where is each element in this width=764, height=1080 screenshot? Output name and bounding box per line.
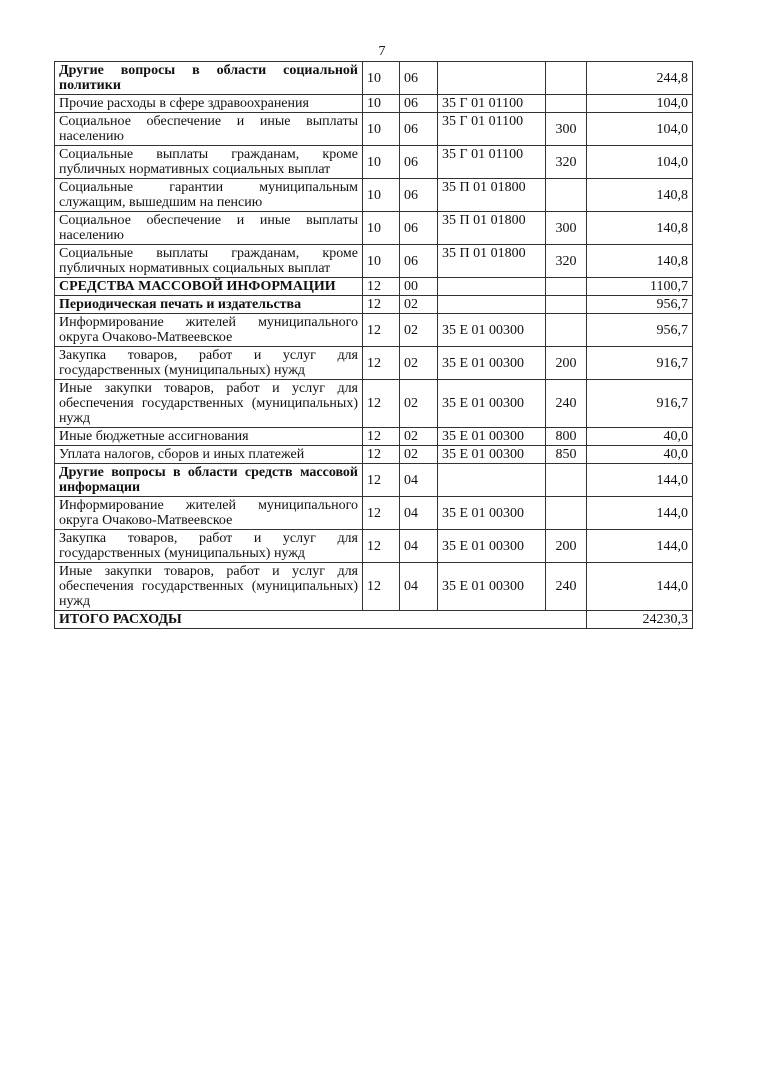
cell-expense-type: 850: [546, 446, 587, 464]
table-row: [55, 446, 693, 464]
cell-target-article: 35 Е 01 00300: [438, 530, 546, 563]
cell-expense-type: 800: [546, 428, 587, 446]
cell-subsection: 04: [400, 464, 438, 497]
cell-target-article: [438, 278, 546, 296]
cell-amount: 144,0: [587, 563, 693, 611]
cell-subsection: 02: [400, 347, 438, 380]
cell-expense-type: [546, 497, 587, 530]
cell-name: Закупка товаров, работ и услуг для государственных (муниципальных) нужд: [55, 347, 363, 380]
cell-target-article: 35 Е 01 00300: [438, 497, 546, 530]
page-number: 7: [378, 44, 386, 59]
cell-name: Периодическая печать и издательства: [55, 296, 363, 314]
cell-target-article: 35 Е 01 00300: [438, 428, 546, 446]
cell-amount: 104,0: [587, 146, 693, 179]
cell-subsection: 04: [400, 563, 438, 611]
cell-subsection: 06: [400, 146, 438, 179]
table-row: [55, 296, 693, 314]
cell-target-article: 35 Г 01 01100: [438, 113, 546, 146]
cell-section: 10: [363, 179, 400, 212]
cell-name: Другие вопросы в области социальной политики: [55, 62, 363, 95]
table-row: [55, 347, 693, 380]
cell-section: 12: [363, 446, 400, 464]
cell-name: Социальное обеспечение и иные выплаты населению: [55, 212, 363, 245]
cell-amount: 140,8: [587, 212, 693, 245]
cell-subsection: 06: [400, 212, 438, 245]
cell-name: Другие вопросы в области средств массовой информации: [55, 464, 363, 497]
cell-amount: 144,0: [587, 464, 693, 497]
cell-amount: 140,8: [587, 245, 693, 278]
cell-section: 12: [363, 563, 400, 611]
cell-expense-type: [546, 62, 587, 95]
cell-section: 10: [363, 95, 400, 113]
table-row: [55, 497, 693, 530]
budget-expenses-table: [54, 61, 693, 629]
cell-section: 12: [363, 530, 400, 563]
cell-expense-type: 320: [546, 146, 587, 179]
cell-target-article: 35 Е 01 00300: [438, 563, 546, 611]
table-row: [55, 428, 693, 446]
cell-name: Иные закупки товаров, работ и услуг для обеспечения государственных (муниципальных) нужд: [55, 563, 363, 611]
cell-expense-type: 320: [546, 245, 587, 278]
cell-subsection: 06: [400, 62, 438, 95]
cell-target-article: 35 Г 01 01100: [438, 95, 546, 113]
total-label: ИТОГО РАСХОДЫ: [55, 611, 587, 629]
total-row: [55, 611, 693, 629]
cell-section: 10: [363, 146, 400, 179]
cell-target-article: 35 Е 01 00300: [438, 347, 546, 380]
cell-expense-type: [546, 296, 587, 314]
cell-amount: 144,0: [587, 530, 693, 563]
cell-expense-type: [546, 464, 587, 497]
table-row: [55, 380, 693, 428]
cell-subsection: 02: [400, 296, 438, 314]
cell-section: 12: [363, 464, 400, 497]
cell-section: 12: [363, 314, 400, 347]
cell-name: Закупка товаров, работ и услуг для государственных (муниципальных) нужд: [55, 530, 363, 563]
table-row: [55, 563, 693, 611]
cell-expense-type: [546, 314, 587, 347]
cell-name: Социальное обеспечение и иные выплаты населению: [55, 113, 363, 146]
cell-expense-type: [546, 179, 587, 212]
table-row: [55, 95, 693, 113]
cell-amount: 144,0: [587, 497, 693, 530]
cell-target-article: [438, 296, 546, 314]
cell-amount: 140,8: [587, 179, 693, 212]
cell-expense-type: 300: [546, 212, 587, 245]
cell-name: Информирование жителей муниципального округа Очаково-Матвеевское: [55, 314, 363, 347]
cell-name: Информирование жителей муниципального округа Очаково-Матвеевское: [55, 497, 363, 530]
cell-section: 10: [363, 245, 400, 278]
table-row: [55, 314, 693, 347]
cell-expense-type: 240: [546, 563, 587, 611]
cell-subsection: 04: [400, 530, 438, 563]
cell-amount: 916,7: [587, 347, 693, 380]
cell-target-article: 35 Е 01 00300: [438, 446, 546, 464]
cell-subsection: 06: [400, 113, 438, 146]
cell-subsection: 02: [400, 428, 438, 446]
cell-subsection: 06: [400, 245, 438, 278]
cell-name: Социальные выплаты гражданам, кроме публичных нормативных социальных выплат: [55, 245, 363, 278]
table-row: [55, 530, 693, 563]
cell-name: Иные бюджетные ассигнования: [55, 428, 363, 446]
table-body: [55, 62, 693, 611]
cell-section: 12: [363, 497, 400, 530]
table-row: [55, 113, 693, 146]
cell-section: 12: [363, 296, 400, 314]
cell-target-article: 35 П 01 01800: [438, 179, 546, 212]
cell-section: 12: [363, 428, 400, 446]
cell-target-article: 35 П 01 01800: [438, 245, 546, 278]
cell-subsection: 02: [400, 314, 438, 347]
table-row: [55, 179, 693, 212]
cell-name: Иные закупки товаров, работ и услуг для обеспечения государственных (муниципальных) нужд: [55, 380, 363, 428]
cell-target-article: [438, 464, 546, 497]
table-row: [55, 464, 693, 497]
cell-target-article: 35 Е 01 00300: [438, 380, 546, 428]
cell-subsection: 06: [400, 179, 438, 212]
table-row: [55, 245, 693, 278]
cell-amount: 916,7: [587, 380, 693, 428]
cell-expense-type: [546, 278, 587, 296]
table-row: [55, 212, 693, 245]
cell-subsection: 06: [400, 95, 438, 113]
table-row: [55, 278, 693, 296]
cell-target-article: 35 Г 01 01100: [438, 146, 546, 179]
total-sum: 24230,3: [587, 611, 693, 629]
cell-section: 12: [363, 380, 400, 428]
table-row: [55, 146, 693, 179]
cell-amount: 104,0: [587, 113, 693, 146]
cell-amount: 40,0: [587, 428, 693, 446]
cell-subsection: 00: [400, 278, 438, 296]
cell-target-article: 35 П 01 01800: [438, 212, 546, 245]
cell-expense-type: 300: [546, 113, 587, 146]
cell-expense-type: 200: [546, 530, 587, 563]
cell-section: 10: [363, 212, 400, 245]
cell-expense-type: 240: [546, 380, 587, 428]
cell-subsection: 02: [400, 446, 438, 464]
table-row: [55, 62, 693, 95]
cell-amount: 104,0: [587, 95, 693, 113]
cell-section: 12: [363, 278, 400, 296]
cell-section: 10: [363, 62, 400, 95]
cell-target-article: [438, 62, 546, 95]
cell-name: СРЕДСТВА МАССОВОЙ ИНФОРМАЦИИ: [55, 278, 363, 296]
cell-amount: 956,7: [587, 314, 693, 347]
cell-subsection: 02: [400, 380, 438, 428]
cell-amount: 244,8: [587, 62, 693, 95]
cell-subsection: 04: [400, 497, 438, 530]
cell-section: 10: [363, 113, 400, 146]
cell-name: Социальные гарантии муниципальным служащим, вышедшим на пенсию: [55, 179, 363, 212]
cell-name: Прочие расходы в сфере здравоохранения: [55, 95, 363, 113]
cell-expense-type: 200: [546, 347, 587, 380]
cell-amount: 40,0: [587, 446, 693, 464]
cell-amount: 1100,7: [587, 278, 693, 296]
cell-name: Уплата налогов, сборов и иных платежей: [55, 446, 363, 464]
cell-target-article: 35 Е 01 00300: [438, 314, 546, 347]
cell-amount: 956,7: [587, 296, 693, 314]
cell-expense-type: [546, 95, 587, 113]
cell-section: 12: [363, 347, 400, 380]
cell-name: Социальные выплаты гражданам, кроме публичных нормативных социальных выплат: [55, 146, 363, 179]
